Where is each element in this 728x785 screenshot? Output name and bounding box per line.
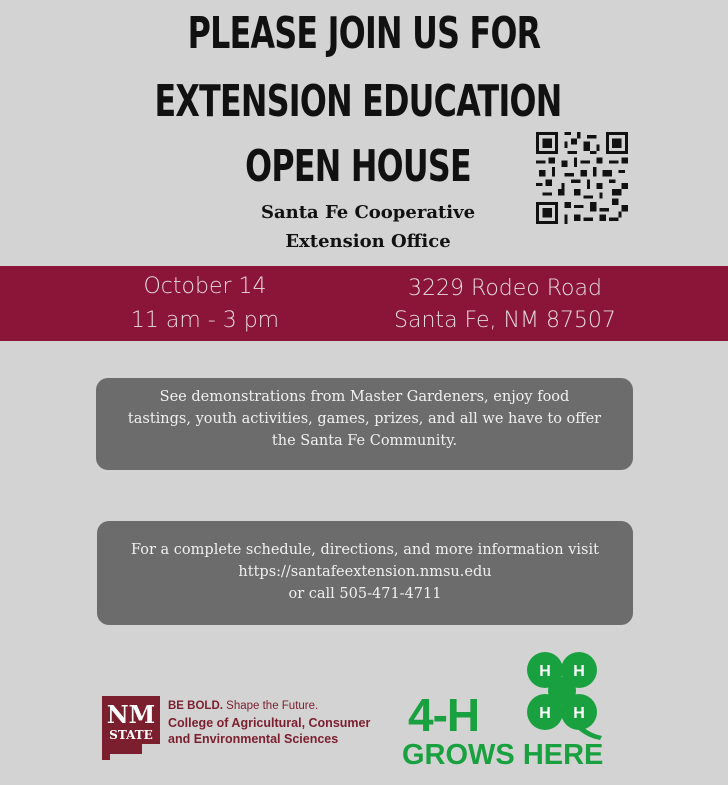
activities-line-3: the Santa Fe Community. bbox=[271, 433, 458, 449]
svg-text:H: H bbox=[573, 663, 585, 680]
four-h-clover-icon bbox=[510, 644, 614, 748]
four-h-title: 4-H bbox=[408, 689, 480, 741]
svg-text:H: H bbox=[539, 705, 551, 722]
phone-line: or call 505-471-4711 bbox=[288, 586, 442, 602]
event-address-line-1: 3229 Rodeo Road bbox=[408, 276, 602, 301]
tagline-bold: BE BOLD. bbox=[168, 700, 223, 712]
headline-line-3: OPEN HOUSE bbox=[245, 141, 471, 192]
activities-info-box bbox=[96, 378, 633, 470]
activities-line-1: See demonstrations from Master Gardeners, enjoy food bbox=[159, 389, 570, 405]
contact-line-1: For a complete schedule, directions, and more information visit bbox=[131, 542, 599, 558]
college-line-1: College of Agricultural, Consumer bbox=[168, 716, 371, 730]
nm-logo-top: NM bbox=[106, 700, 156, 729]
office-name-line-1: Santa Fe Cooperative bbox=[260, 202, 476, 223]
svg-text:H: H bbox=[539, 663, 551, 680]
event-time: 11 am - 3 pm bbox=[130, 308, 280, 333]
college-line-2: and Environmental Sciences bbox=[168, 732, 339, 746]
office-name-line-2: Extension Office bbox=[285, 231, 451, 252]
tagline-rest: Shape the Future. bbox=[226, 700, 319, 712]
nm-logo-bottom: STATE bbox=[109, 728, 153, 742]
event-address-line-2: Santa Fe, NM 87507 bbox=[394, 308, 616, 333]
grows-here-text: GROWS HERE bbox=[402, 739, 604, 771]
nmsu-tagline bbox=[168, 700, 318, 712]
nm-state-logo bbox=[102, 696, 160, 760]
activities-line-2: tastings, youth activities, games, prizes, and all we have to offer bbox=[127, 411, 602, 427]
qr-code-icon bbox=[536, 132, 628, 224]
event-date: October 14 bbox=[143, 274, 267, 299]
headline-line-2: EXTENSION EDUCATION bbox=[154, 76, 562, 127]
headline-line-1: PLEASE JOIN US FOR bbox=[187, 8, 541, 59]
contact-info-box bbox=[97, 521, 633, 625]
svg-text:H: H bbox=[573, 705, 585, 722]
website-link[interactable]: https://santafeextension.nmsu.edu bbox=[238, 564, 492, 580]
